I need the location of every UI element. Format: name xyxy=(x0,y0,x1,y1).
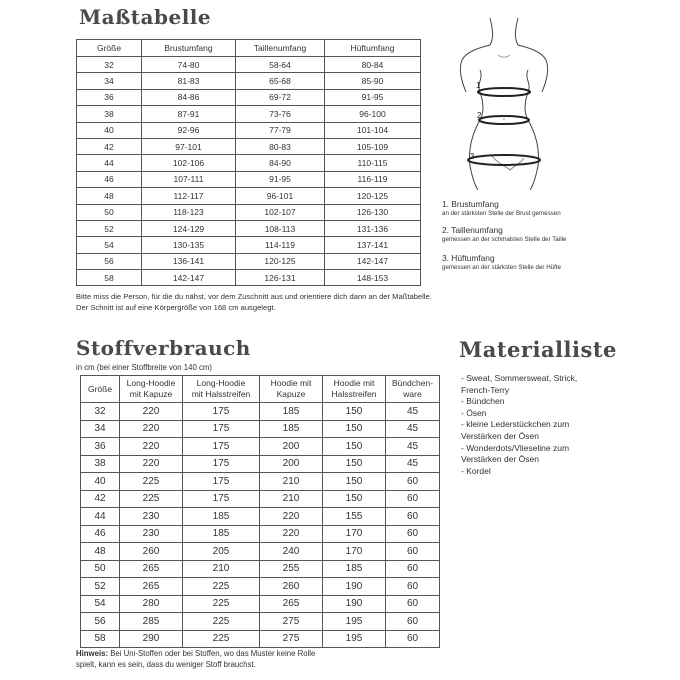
header-cell: Größe xyxy=(77,40,142,57)
table-row xyxy=(77,89,421,105)
header-cell xyxy=(323,376,386,403)
table-row xyxy=(81,455,440,473)
table-cell: 42 xyxy=(77,138,142,154)
table-cell: 185 xyxy=(260,403,323,421)
list-item: - Wonderdots/Vlieseline zum xyxy=(461,442,570,453)
header-line: Long-Hoodie xyxy=(126,378,176,388)
table-cell: 175 xyxy=(183,438,260,456)
table-cell: 116-119 xyxy=(325,171,421,187)
masstabelle-table xyxy=(76,39,421,286)
table-cell: 60 xyxy=(386,543,440,561)
table-cell: 130-135 xyxy=(142,237,236,253)
table-cell: 60 xyxy=(386,630,440,648)
table-cell: 34 xyxy=(77,73,142,89)
table-row xyxy=(81,543,440,561)
table-cell: 185 xyxy=(260,420,323,438)
masstabelle-note xyxy=(76,291,432,313)
table-cell: 58 xyxy=(77,270,142,286)
table-row xyxy=(81,613,440,631)
legend-item xyxy=(442,225,566,243)
table-header-row xyxy=(77,40,421,57)
legend-item xyxy=(442,253,561,271)
table-cell: 44 xyxy=(81,508,120,526)
hint-line-1: Bei Uni-Stoffen oder bei Stoffen, wo das Muster keine Rolle xyxy=(108,649,316,658)
hint-line-2: spielt, kann es sein, dass du weniger Stoff brauchst. xyxy=(76,660,256,669)
table-cell: 225 xyxy=(183,630,260,648)
table-cell: 126-131 xyxy=(236,270,325,286)
table-cell: 60 xyxy=(386,613,440,631)
table-cell: 40 xyxy=(81,473,120,491)
table-cell: 210 xyxy=(260,490,323,508)
table-cell: 136-141 xyxy=(142,253,236,269)
table-row xyxy=(81,525,440,543)
table-cell: 60 xyxy=(386,473,440,491)
materialliste-list xyxy=(461,373,577,477)
list-item: - Kordel xyxy=(461,465,491,476)
masstabelle-title: Maßtabelle xyxy=(79,5,212,29)
marker-1: 1 xyxy=(476,81,481,90)
table-cell: 54 xyxy=(77,237,142,253)
table-cell: 225 xyxy=(183,613,260,631)
table-cell: 225 xyxy=(183,578,260,596)
table-cell: 52 xyxy=(81,578,120,596)
table-cell: 40 xyxy=(77,122,142,138)
table-cell: 60 xyxy=(386,595,440,613)
table-cell: 50 xyxy=(77,204,142,220)
table-cell: 60 xyxy=(386,560,440,578)
table-row xyxy=(77,155,421,171)
table-cell: 69-72 xyxy=(236,89,325,105)
table-cell: 38 xyxy=(81,455,120,473)
legend-label: 2. Taillenumfang xyxy=(442,225,503,235)
table-cell: 210 xyxy=(183,560,260,578)
table-cell: 175 xyxy=(183,473,260,491)
legend-sub: gemessen an der schmalsten Stelle der Taille xyxy=(442,236,567,243)
table-cell: 260 xyxy=(120,543,183,561)
list-item: - Sweat, Sommersweat, Strick, xyxy=(461,373,578,383)
table-cell: 52 xyxy=(77,220,142,236)
stoffverbrauch-table xyxy=(80,375,440,648)
table-cell: 74-80 xyxy=(142,57,236,73)
table-cell: 150 xyxy=(323,473,386,491)
table-row xyxy=(77,138,421,154)
table-cell: 220 xyxy=(120,420,183,438)
hint-line xyxy=(76,648,315,659)
stoffverbrauch-title: Stoffverbrauch xyxy=(76,336,251,360)
table-cell: 56 xyxy=(77,253,142,269)
header-line: ware xyxy=(403,389,422,399)
list-item: - Bündchen xyxy=(461,396,505,407)
table-row xyxy=(77,171,421,187)
table-cell: 190 xyxy=(323,595,386,613)
table-cell: 195 xyxy=(323,613,386,631)
table-cell: 87-91 xyxy=(142,106,236,122)
header-line: Hoodie mit xyxy=(270,378,312,388)
table-cell: 175 xyxy=(183,490,260,508)
table-cell: 46 xyxy=(77,171,142,187)
table-cell: 142-147 xyxy=(142,270,236,286)
table-cell: 118-123 xyxy=(142,204,236,220)
table-cell: 126-130 xyxy=(325,204,421,220)
table-cell: 45 xyxy=(386,438,440,456)
table-cell: 65-68 xyxy=(236,73,325,89)
header-line: Halsstreifen xyxy=(331,389,377,399)
table-cell: 225 xyxy=(183,595,260,613)
header-cell xyxy=(120,376,183,403)
materialliste-title: Materialliste xyxy=(459,337,617,362)
table-cell: 230 xyxy=(120,525,183,543)
table-cell: 80-84 xyxy=(325,57,421,73)
table-cell: 155 xyxy=(323,508,386,526)
table-cell: 45 xyxy=(386,420,440,438)
table-cell: 137-141 xyxy=(325,237,421,253)
table-cell: 36 xyxy=(81,438,120,456)
table-row xyxy=(77,220,421,236)
table-row xyxy=(77,188,421,204)
table-cell: 38 xyxy=(77,106,142,122)
table-cell: 220 xyxy=(120,403,183,421)
table-cell: 96-101 xyxy=(236,188,325,204)
table-cell: 265 xyxy=(260,595,323,613)
table-cell: 42 xyxy=(81,490,120,508)
stoffverbrauch-subtitle: in cm (bei einer Stoffbreite von 140 cm) xyxy=(76,363,212,372)
table-cell: 185 xyxy=(323,560,386,578)
table-cell: 210 xyxy=(260,473,323,491)
table-cell: 80-83 xyxy=(236,138,325,154)
table-cell: 148-153 xyxy=(325,270,421,286)
table-cell: 32 xyxy=(81,403,120,421)
table-cell: 175 xyxy=(183,403,260,421)
table-cell: 131-136 xyxy=(325,220,421,236)
header-line: Bündchen- xyxy=(391,378,434,388)
table-cell: 73-76 xyxy=(236,106,325,122)
table-row xyxy=(77,122,421,138)
table-cell: 34 xyxy=(81,420,120,438)
marker-3: 3 xyxy=(470,152,475,161)
header-cell: Taillenumfang xyxy=(236,40,325,57)
table-cell: 102-106 xyxy=(142,155,236,171)
table-row xyxy=(77,204,421,220)
table-cell: 48 xyxy=(77,188,142,204)
table-cell: 175 xyxy=(183,420,260,438)
table-cell: 220 xyxy=(120,438,183,456)
table-cell: 275 xyxy=(260,613,323,631)
table-cell: 84-90 xyxy=(236,155,325,171)
table-row xyxy=(77,253,421,269)
note-line: Bitte miss die Person, für die du nähst, vor dem Zuschnitt aus und orientiere dich dann an der Maßtabelle. xyxy=(76,292,432,301)
table-cell: 230 xyxy=(120,508,183,526)
table-cell: 32 xyxy=(77,57,142,73)
table-cell: 60 xyxy=(386,508,440,526)
table-cell: 150 xyxy=(323,490,386,508)
header-cell: Hüftumfang xyxy=(325,40,421,57)
table-cell: 185 xyxy=(183,525,260,543)
list-item: - Ösen xyxy=(461,407,487,418)
table-cell: 44 xyxy=(77,155,142,171)
table-cell: 60 xyxy=(386,525,440,543)
header-line: mit Kapuze xyxy=(129,389,173,399)
table-cell: 81-83 xyxy=(142,73,236,89)
table-cell: 150 xyxy=(323,420,386,438)
header-line: Hoodie mit xyxy=(333,378,375,388)
table-cell: 220 xyxy=(120,455,183,473)
table-row xyxy=(81,403,440,421)
table-cell: 91-95 xyxy=(325,89,421,105)
table-row xyxy=(81,560,440,578)
table-cell: 265 xyxy=(120,578,183,596)
table-cell: 170 xyxy=(323,525,386,543)
table-cell: 58 xyxy=(81,630,120,648)
table-cell: 107-111 xyxy=(142,171,236,187)
table-cell: 91-95 xyxy=(236,171,325,187)
table-cell: 225 xyxy=(120,473,183,491)
table-row xyxy=(77,237,421,253)
table-cell: 56 xyxy=(81,613,120,631)
table-cell: 46 xyxy=(81,525,120,543)
header-line: Kapuze xyxy=(276,389,306,399)
table-row xyxy=(81,473,440,491)
table-cell: 96-100 xyxy=(325,106,421,122)
table-cell: 92-96 xyxy=(142,122,236,138)
table-cell: 255 xyxy=(260,560,323,578)
table-row xyxy=(81,490,440,508)
hint-text xyxy=(76,648,315,670)
table-cell: 60 xyxy=(386,578,440,596)
list-item: - kleine Lederstückchen zum xyxy=(461,419,570,430)
header-line: Long-Hoodie xyxy=(196,378,246,388)
table-cell: 110-115 xyxy=(325,155,421,171)
legend-label: 3. Hüftumfang xyxy=(442,253,495,263)
table-cell: 290 xyxy=(120,630,183,648)
table-cell: 205 xyxy=(183,543,260,561)
table-cell: 285 xyxy=(120,613,183,631)
table-cell: 200 xyxy=(260,438,323,456)
table-cell: 124-129 xyxy=(142,220,236,236)
table-cell: 170 xyxy=(323,543,386,561)
table-row xyxy=(81,508,440,526)
table-row xyxy=(77,73,421,89)
table-cell: 101-104 xyxy=(325,122,421,138)
header-cell xyxy=(183,376,260,403)
table-cell: 45 xyxy=(386,403,440,421)
header-line: mit Halsstreifen xyxy=(191,389,251,399)
table-cell: 195 xyxy=(323,630,386,648)
table-cell: 112-117 xyxy=(142,188,236,204)
list-item: Verstärken der Ösen xyxy=(461,454,539,465)
legend-sub: an der stärksten Stelle der Brust gemessen xyxy=(442,210,561,217)
table-cell: 280 xyxy=(120,595,183,613)
table-cell: 77-79 xyxy=(236,122,325,138)
note-line: Der Schnitt ist auf eine Körpergröße von 168 cm ausgelegt. xyxy=(76,303,276,312)
table-cell: 265 xyxy=(120,560,183,578)
hint-label: Hinweis: xyxy=(76,649,109,658)
table-row xyxy=(77,57,421,73)
table-row xyxy=(81,420,440,438)
table-cell: 102-107 xyxy=(236,204,325,220)
table-cell: 260 xyxy=(260,578,323,596)
table-cell: 60 xyxy=(386,490,440,508)
table-cell: 85-90 xyxy=(325,73,421,89)
table-cell: 240 xyxy=(260,543,323,561)
table-cell: 45 xyxy=(386,455,440,473)
header-line: Größe xyxy=(87,383,113,394)
list-item: Verstärken der Ösen xyxy=(461,430,539,441)
table-row xyxy=(81,630,440,648)
table-cell: 220 xyxy=(260,508,323,526)
table-cell: 54 xyxy=(81,595,120,613)
table-cell: 36 xyxy=(77,89,142,105)
table-cell: 50 xyxy=(81,560,120,578)
table-cell: 150 xyxy=(323,438,386,456)
table-cell: 108-113 xyxy=(236,220,325,236)
table-cell: 150 xyxy=(323,455,386,473)
table-cell: 200 xyxy=(260,455,323,473)
table-cell: 58-64 xyxy=(236,57,325,73)
body-measurement-figure xyxy=(440,8,570,190)
legend-sub: gemessen an der stärksten Stelle der Hüfte xyxy=(442,264,562,271)
table-header-row xyxy=(81,376,440,403)
table-cell: 120-125 xyxy=(236,253,325,269)
legend-item xyxy=(442,199,561,217)
table-cell: 220 xyxy=(260,525,323,543)
table-cell: 175 xyxy=(183,455,260,473)
header-cell xyxy=(260,376,323,403)
table-cell: 84-86 xyxy=(142,89,236,105)
table-row xyxy=(81,578,440,596)
legend-label: 1. Brustumfang xyxy=(442,199,499,209)
table-cell: 114-119 xyxy=(236,237,325,253)
table-cell: 190 xyxy=(323,578,386,596)
header-cell xyxy=(81,376,120,403)
table-cell: 97-101 xyxy=(142,138,236,154)
table-cell: 150 xyxy=(323,403,386,421)
table-row xyxy=(81,595,440,613)
table-row xyxy=(77,270,421,286)
list-item: French-Terry xyxy=(461,384,510,395)
table-row xyxy=(81,438,440,456)
table-cell: 275 xyxy=(260,630,323,648)
marker-2: 2 xyxy=(477,111,482,120)
table-row xyxy=(77,106,421,122)
table-cell: 105-109 xyxy=(325,138,421,154)
table-cell: 225 xyxy=(120,490,183,508)
header-cell: Brustumfang xyxy=(142,40,236,57)
table-cell: 142-147 xyxy=(325,253,421,269)
table-cell: 185 xyxy=(183,508,260,526)
table-cell: 48 xyxy=(81,543,120,561)
table-cell: 120-125 xyxy=(325,188,421,204)
header-cell xyxy=(386,376,440,403)
